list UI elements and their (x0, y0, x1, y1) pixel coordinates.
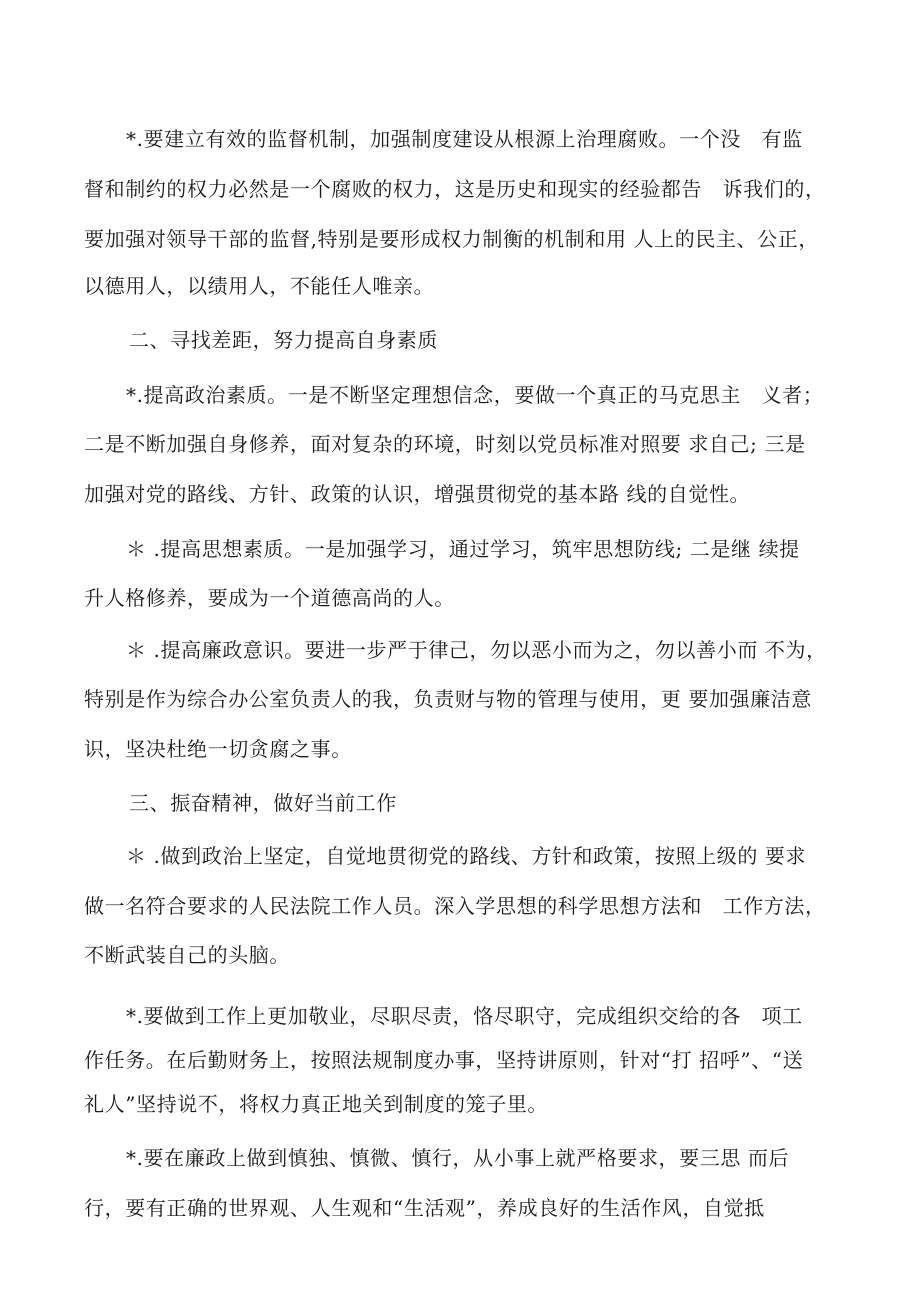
paragraph-7-line-2: 行，要有正确的世界观、人生观和“生活观”，养成良好的生活作风，自觉抵 (84, 1196, 765, 1220)
section-heading-2: 二、寻找差距，努力提高自身素质 (129, 328, 438, 352)
paragraph-4-line-1: ＊ .提高廉政意识。要进一步严于律己，勿以恶小而为之，勿以善小而 不为， (126, 638, 827, 662)
paragraph-6-line-2: 作任务。在后勤财务上，按照法规制度办事，坚持讲原则，针对“打 招呼”、“送 (84, 1048, 804, 1072)
paragraph-5-line-2: 做一名符合要求的人民法院工作人员。深入学思想的科学思想方法和 工作方法， (84, 894, 826, 918)
paragraph-1-line-1: *.要建立有效的监督机制，加强制度建设从根源上治理腐败。一个没 有监 (126, 127, 803, 151)
paragraph-3-line-2: 升人格修养，要成为一个道德高尚的人。 (84, 586, 455, 610)
paragraph-1-line-2: 督和制约的权力必然是一个腐败的权力，这是历史和现实的经验都告 诉我们的， (84, 177, 826, 201)
paragraph-1-line-4: 以德用人，以绩用人，不能任人唯亲。 (84, 274, 435, 298)
paragraph-4-line-3: 识，坚决杜绝一切贪腐之事。 (84, 737, 352, 761)
paragraph-6-line-3: 礼人”坚持说不，将权力真正地关到制度的笼子里。 (84, 1092, 549, 1116)
paragraph-7-line-1: *.要在廉政上做到慎独、慎微、慎行，从小事上就严格要求，要三思 而后 (126, 1146, 790, 1170)
paragraph-2-line-2: 二是不断加强自身修养，面对复杂的环境，时刻以党员标准对照要 求自己; 三是 (84, 432, 806, 456)
paragraph-4-line-2: 特别是作为综合办公室负责人的我，负责财与物的管理与使用，更 要加强廉洁意 (84, 687, 812, 711)
section-heading-3: 三、振奋精神，做好当前工作 (129, 791, 397, 815)
paragraph-2-line-1: *.提高政治素质。一是不断坚定理想信念，要做一个真正的马克思主 义者； (126, 383, 824, 407)
paragraph-3-line-1: ＊ .提高思想素质。一是加强学习，通过学习，筑牢思想防线; 二是继 续提 (126, 537, 800, 561)
paragraph-5-line-3: 不断武装自己的头脑。 (84, 943, 290, 967)
paragraph-2-line-3: 加强对党的路线、方针、政策的认识，增强贯彻党的基本路 线的自觉性。 (84, 482, 751, 506)
paragraph-1-line-3: 要加强对领导干部的监督,特别是要形成权力制衡的机制和用 人上的民主、公正， (84, 227, 819, 251)
paragraph-5-line-1: ＊ .做到政治上坚定，自觉地贯彻党的路线、方针和政策，按照上级的 要求 (126, 844, 807, 868)
paragraph-6-line-1: *.要做到工作上更加敬业，尽职尽责，恪尽职守，完成组织交给的各 项工 (126, 1004, 803, 1028)
